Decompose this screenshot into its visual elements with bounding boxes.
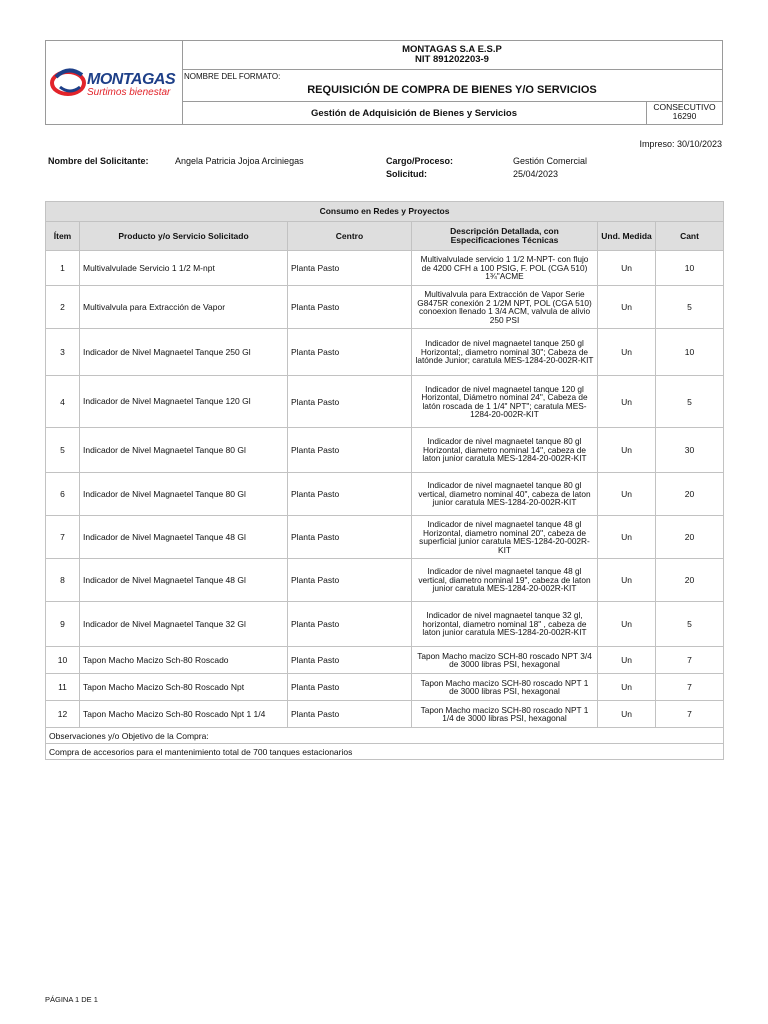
item-cell: 2 bbox=[46, 286, 80, 329]
item-cell: 9 bbox=[46, 602, 80, 647]
table-row bbox=[46, 701, 724, 728]
product-cell: Indicador de Nivel Magnaetel Tanque 80 Gl bbox=[80, 473, 288, 516]
montagas-logo-icon bbox=[50, 63, 86, 99]
table-row bbox=[46, 473, 724, 516]
description-cell: Indicador de nivel magnaetel tanque 120 gl Horizontal, Diámetro nominal 24", Cabeza de latón roscada de 1 1/4" NPT"; caratula MES-1284-20-002R-KIT bbox=[412, 376, 598, 428]
center-cell: Planta Pasto bbox=[288, 376, 412, 428]
description-cell: Indicador de nivel magnaetel tanque 80 gl Horizontal, diametro nominal 14", cabeza de laton junior caratula MES-1284-20-002R-KIT bbox=[412, 428, 598, 473]
description-cell: Indicador de nivel magnaetel tanque 80 gl vertical, diametro nominal 40", cabeza de laton junior caratula MES-1284-20-002R-KIT bbox=[412, 473, 598, 516]
table-row bbox=[46, 286, 724, 329]
product-cell: Indicador de Nivel Magnaetel Tanque 32 Gl bbox=[80, 602, 288, 647]
item-cell: 5 bbox=[46, 428, 80, 473]
description-cell: Indicador de nivel magnaetel tanque 48 gl vertical, diametro nominal 19", cabeza de laton junior caratula MES-1284-20-002R-KIT bbox=[412, 559, 598, 602]
requester-name-value: Angela Patricia Jojoa Arciniegas bbox=[175, 156, 304, 166]
product-cell: Tapon Macho Macizo Sch-80 Roscado bbox=[80, 647, 288, 674]
item-cell: 11 bbox=[46, 674, 80, 701]
unit-cell: Un bbox=[598, 329, 656, 376]
unit-cell: Un bbox=[598, 376, 656, 428]
item-cell: 8 bbox=[46, 559, 80, 602]
quantity-cell: 20 bbox=[656, 516, 724, 559]
format-name: REQUISICIÓN DE COMPRA DE BIENES Y/O SERVICIOS bbox=[307, 84, 597, 96]
description-cell: Indicador de nivel magnaetel tanque 32 gl, horizontal, diametro nominal 18" , cabeza de laton junior caratula MES-1284-20-002R-KIT bbox=[412, 602, 598, 647]
company-nit: NIT 891202203-9 bbox=[415, 54, 489, 65]
header-item: Ítem bbox=[46, 222, 80, 251]
unit-cell: Un bbox=[598, 286, 656, 329]
quantity-cell: 5 bbox=[656, 602, 724, 647]
center-cell: Planta Pasto bbox=[288, 473, 412, 516]
description-cell: Multivalvula para Extracción de Vapor Serie G8475R conexión 2 1/2M NPT, POL (CGA 510) conoexion llenado 1 3/4 ACM, valvula de alivio 250 PSI bbox=[412, 286, 598, 329]
logo-cell bbox=[46, 41, 183, 124]
description-cell: Tapon Macho macizo SCH-80 roscado NPT 1 de 3000 libras PSI, hexagonal bbox=[412, 674, 598, 701]
header-center: Centro bbox=[288, 222, 412, 251]
observations-text: Compra de accesorios para el mantenimiento total de 700 tanques estacionarios bbox=[46, 744, 724, 760]
unit-cell: Un bbox=[598, 559, 656, 602]
quantity-cell: 5 bbox=[656, 286, 724, 329]
description-cell: Indicador de nivel magnaetel tanque 48 gl Horizontal, diametro nominal 20", cabeza de superficial junior caratula MES-1284-20-002R-KIT bbox=[412, 516, 598, 559]
product-cell: Indicador de Nivel Magnaetel Tanque 80 Gl bbox=[80, 428, 288, 473]
center-cell: Planta Pasto bbox=[288, 286, 412, 329]
role-value: Gestión Comercial bbox=[513, 156, 588, 166]
logo-tagline: Surtimos bienestar bbox=[87, 87, 171, 98]
center-cell: Planta Pasto bbox=[288, 428, 412, 473]
item-cell: 3 bbox=[46, 329, 80, 376]
logo-wordmark: MONTAGAS bbox=[87, 71, 176, 88]
unit-cell: Un bbox=[598, 251, 656, 286]
product-cell: Multivalvula para Extracción de Vapor bbox=[80, 286, 288, 329]
quantity-cell: 7 bbox=[656, 647, 724, 674]
table-row bbox=[46, 602, 724, 647]
quantity-cell: 10 bbox=[656, 251, 724, 286]
observations-label: Observaciones y/o Objetivo de la Compra: bbox=[46, 728, 724, 744]
header-product: Producto y/o Servicio Solicitado bbox=[80, 222, 288, 251]
table-row bbox=[46, 559, 724, 602]
unit-cell: Un bbox=[598, 647, 656, 674]
center-cell: Planta Pasto bbox=[288, 674, 412, 701]
item-cell: 12 bbox=[46, 701, 80, 728]
product-cell: Indicador de Nivel Magnaetel Tanque 120 Gl bbox=[80, 376, 288, 428]
description-cell: Indicador de nivel magnaetel tanque 250 gl Horizontal;, diametro nominal 30"; Cabeza de latónde Junior; caratula MES-1284-20-002R-KIT bbox=[412, 329, 598, 376]
quantity-cell: 7 bbox=[656, 701, 724, 728]
item-cell: 6 bbox=[46, 473, 80, 516]
item-cell: 10 bbox=[46, 647, 80, 674]
center-cell: Planta Pasto bbox=[288, 701, 412, 728]
table-row bbox=[46, 516, 724, 559]
header-description: Descripción Detallada, con Especificaciones Técnicas bbox=[412, 222, 598, 251]
unit-cell: Un bbox=[598, 701, 656, 728]
item-cell: 1 bbox=[46, 251, 80, 286]
unit-cell: Un bbox=[598, 674, 656, 701]
table-title: Consumo en Redes y Proyectos bbox=[46, 202, 724, 222]
product-cell: Indicador de Nivel Magnaetel Tanque 250 Gl bbox=[80, 329, 288, 376]
company-name: MONTAGAS S.A E.S.P bbox=[402, 44, 502, 55]
department-name: Gestión de Adquisición de Bienes y Servicios bbox=[310, 108, 518, 119]
role-label: Cargo/Proceso: bbox=[386, 156, 454, 166]
description-cell: Tapon Macho macizo SCH-80 roscado NPT 3/4 de 3000 libras PSI, hexagonal bbox=[412, 647, 598, 674]
request-date-label: Solicitud: bbox=[386, 169, 427, 179]
center-cell: Planta Pasto bbox=[288, 602, 412, 647]
center-cell: Planta Pasto bbox=[288, 251, 412, 286]
format-row bbox=[182, 70, 722, 102]
center-cell: Planta Pasto bbox=[288, 329, 412, 376]
printed-date: Impreso: 30/10/2023 bbox=[639, 139, 722, 149]
consecutive-label: CONSECUTIVO bbox=[653, 102, 716, 112]
requisition-table bbox=[45, 201, 724, 760]
header-quantity: Cant bbox=[656, 222, 724, 251]
format-label: NOMBRE DEL FORMATO: bbox=[184, 72, 281, 81]
requester-name-label: Nombre del Solicitante: bbox=[48, 156, 149, 166]
table-row bbox=[46, 674, 724, 701]
center-cell: Planta Pasto bbox=[288, 647, 412, 674]
product-cell: Indicador de Nivel Magnaetel Tanque 48 Gl bbox=[80, 559, 288, 602]
table-row bbox=[46, 376, 724, 428]
consecutive-box bbox=[646, 101, 722, 124]
description-cell: Tapon Macho macizo SCH-80 roscado NPT 1 1/4 de 3000 libras PSI, hexagonal bbox=[412, 701, 598, 728]
department-row bbox=[182, 101, 722, 124]
quantity-cell: 30 bbox=[656, 428, 724, 473]
product-cell: Tapon Macho Macizo Sch-80 Roscado Npt bbox=[80, 674, 288, 701]
document-header bbox=[45, 40, 723, 125]
product-cell: Tapon Macho Macizo Sch-80 Roscado Npt 1 1/4 bbox=[80, 701, 288, 728]
table-row bbox=[46, 647, 724, 674]
quantity-cell: 5 bbox=[656, 376, 724, 428]
quantity-cell: 7 bbox=[656, 674, 724, 701]
product-cell: Indicador de Nivel Magnaetel Tanque 48 Gl bbox=[80, 516, 288, 559]
item-cell: 4 bbox=[46, 376, 80, 428]
table-row bbox=[46, 428, 724, 473]
observations-text-row bbox=[46, 744, 724, 760]
unit-cell: Un bbox=[598, 473, 656, 516]
table-row bbox=[46, 251, 724, 286]
description-cell: Multivalvulade servicio 1 1/2 M-NPT- con flujo de 4200 CFH a 100 PSIG, F. POL (CGA 510) 1¾"ACME bbox=[412, 251, 598, 286]
quantity-cell: 20 bbox=[656, 473, 724, 516]
center-cell: Planta Pasto bbox=[288, 516, 412, 559]
page-number: PÁGINA 1 DE 1 bbox=[45, 995, 98, 1004]
unit-cell: Un bbox=[598, 516, 656, 559]
consecutive-value: 16290 bbox=[672, 111, 697, 121]
product-cell: Multivalvulade Servicio 1 1/2 M-npt bbox=[80, 251, 288, 286]
header-unit: Und. Medida bbox=[598, 222, 656, 251]
quantity-cell: 10 bbox=[656, 329, 724, 376]
center-cell: Planta Pasto bbox=[288, 559, 412, 602]
unit-cell: Un bbox=[598, 602, 656, 647]
company-info bbox=[182, 41, 722, 70]
table-row bbox=[46, 329, 724, 376]
unit-cell: Un bbox=[598, 428, 656, 473]
quantity-cell: 20 bbox=[656, 559, 724, 602]
item-cell: 7 bbox=[46, 516, 80, 559]
observations-label-row bbox=[46, 728, 724, 744]
table-header-row bbox=[46, 222, 724, 251]
request-date-value: 25/04/2023 bbox=[513, 169, 559, 179]
